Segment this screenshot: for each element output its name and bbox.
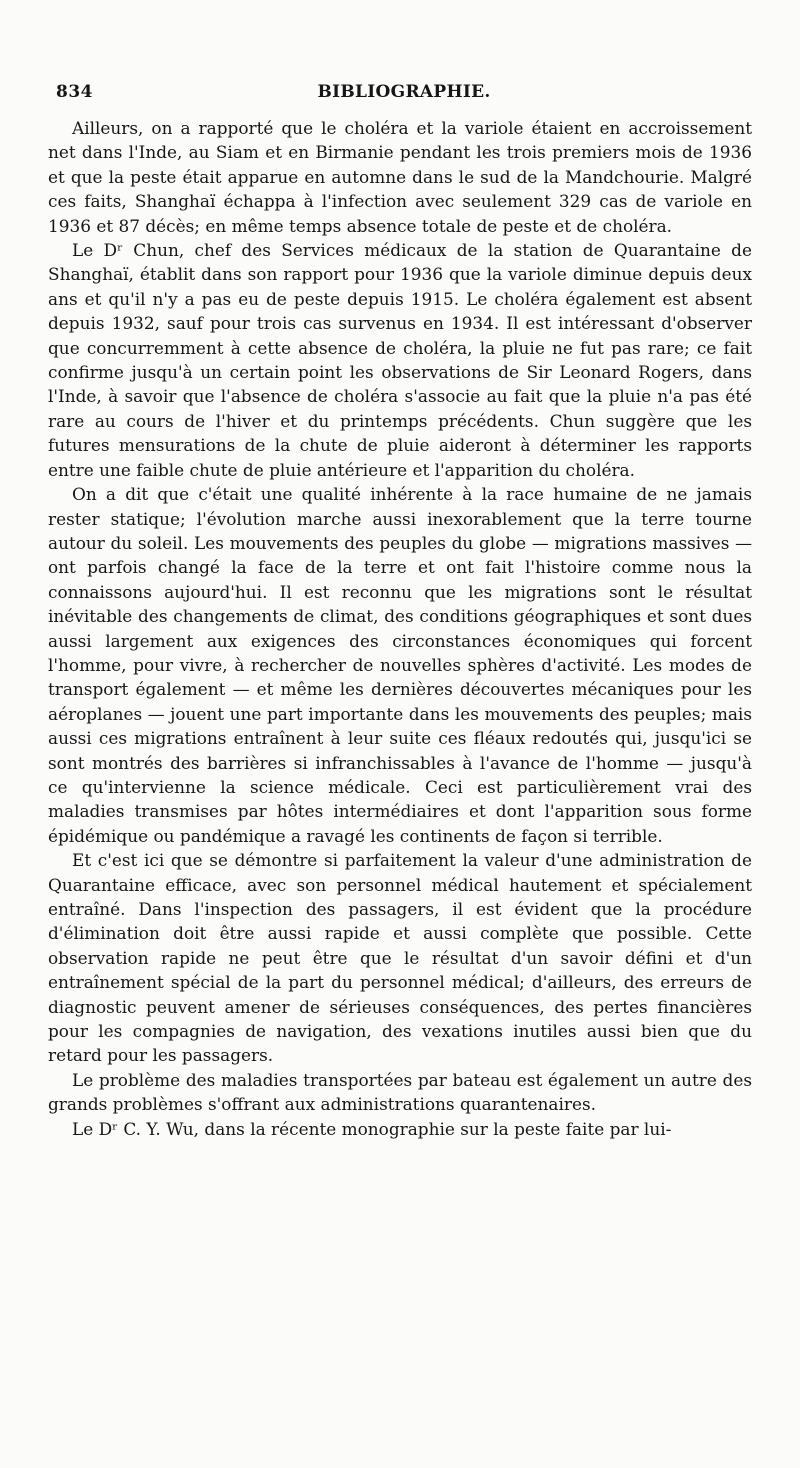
paragraph-1: Ailleurs, on a rapporté que le choléra et la variole étaient en accroissement net dans l'Inde, au Siam et en Birmanie pendant les trois premiers mois de 1936 et que la peste était apparue en automne dans le sud de la Mandchourie. Malgré ces faits, Shanghaï échappa à l'infection avec seulement 329 cas de variole en 1936 et 87 décès; en même temps absence totale de peste et de choléra. [48, 118, 752, 236]
page-number: 834 [56, 82, 93, 102]
paragraph-2: Le Dʳ Chun, chef des Services médicaux de la station de Quarantaine de Shanghaï, établit dans son rapport pour 1936 que la variole diminue depuis deux ans et qu'il n'y a pas eu de peste depuis 1915. Le choléra également est absent depuis 1932, sauf pour trois cas survenus en 1934. Il est intéressant d'observer que concurremment à cette absence de choléra, la pluie ne fut pas rare; ce fait confirme jusqu'à un certain point les observations de Sir Leonard Rogers, dans l'Inde, à savoir que l'absence de choléra s'associe au fait que la pluie n'a pas été rare au cours de l'hiver et du printemps précédents. Chun suggère que les futures mensurations de la chute de pluie aideront à déterminer les rapports entre une faible chute de pluie antérieure et l'apparition du choléra. [48, 240, 752, 480]
paragraph-6: Le Dʳ C. Y. Wu, dans la récente monographie sur la peste faite par lui- [72, 1118, 672, 1139]
paragraph-3: On a dit que c'était une qualité inhérente à la race humaine de ne jamais rester statique; l'évolution marche aussi inexorablement que la terre tourne autour du soleil. Les mouvements des peuples du globe — migrations massives — ont parfois changé la face de la terre et ont fait l'histoire comme nous la connaissons aujourd'hui. Il est reconnu que les migrations sont le résultat inévitable des changements de climat, des conditions géographiques et sont dues aussi largement aux exigences des circonstances économiques qui forcent l'homme, pour vivre, à rechercher de nouvelles sphères d'activité. Les modes de transport également — et même les dernières découvertes mécaniques pour les aéroplanes — jouent une part importante dans les mouvements des peuples; mais aussi ces migrations entraînent à leur suite ces fléaux redoutés qui, jusqu'ici se sont montrés des barrières si infranchissables à l'avance de l'homme — jusqu'à ce qu'intervienne la science médicale. Ceci est particulièrement vrai des maladies transmises par hôtes intermédiaires et dont l'apparition sous forme épidémique ou pandémique a ravagé les continents de façon si terrible. [48, 484, 752, 846]
body-text [48, 116, 752, 1141]
running-title: BIBLIOGRAPHIE. [317, 82, 491, 102]
paragraph-5: Le problème des maladies transportées par bateau est également un autre des grands problèmes s'offrant aux administrations quarantenaires. [48, 1069, 752, 1115]
paragraph-4: Et c'est ici que se démontre si parfaitement la valeur d'une administration de Quarantaine efficace, avec son personnel médical hautement et spécialement entraîné. Dans l'inspection des passagers, il est évident que la procédure d'élimination doit être aussi rapide et aussi complète que possible. Cette observation rapide ne peut être que le résultat d'un savoir défini et d'un entraînement spécial de la part du personnel médical; d'ailleurs, des erreurs de diagnostic peuvent amener de sérieuses conséquences, des pertes financières pour les compagnies de navigation, des vexations inutiles aussi bien que du retard pour les passagers. [48, 850, 752, 1066]
page-header [56, 82, 752, 110]
